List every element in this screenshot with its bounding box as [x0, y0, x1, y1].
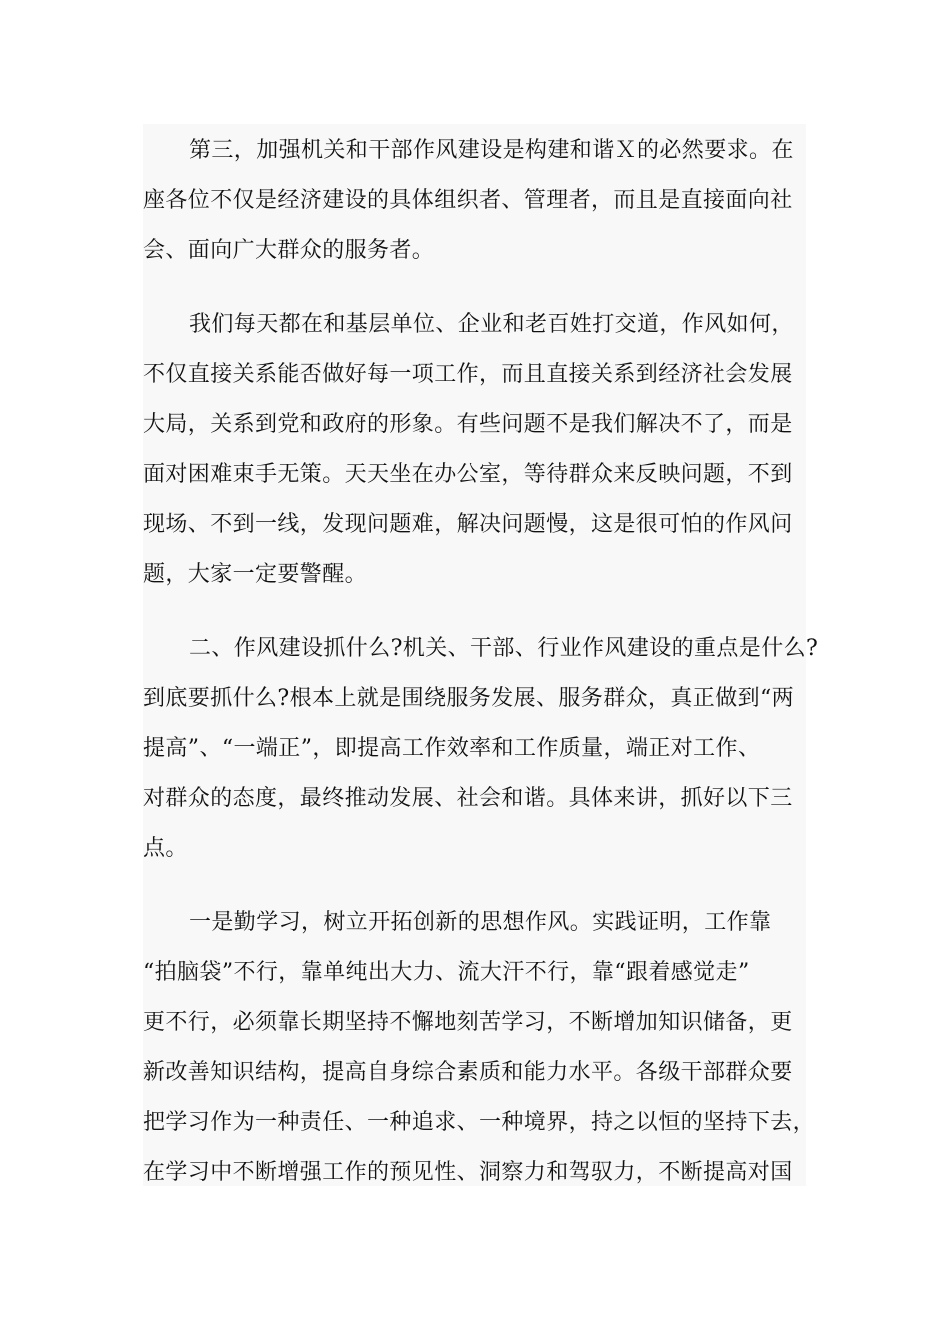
- text-line: 对群众的态度，最终推动发展、社会和谐。具体来讲，抓好以下三: [143, 786, 793, 811]
- text-line: 会、面向广大群众的服务者。: [143, 238, 435, 263]
- document-text-block: [143, 124, 819, 1186]
- text-line: 在学习中不断增强工作的预见性、洞察力和驾驭力，不断提高对国: [143, 1160, 793, 1185]
- text-line: 现场、不到一线，发现问题难，解决问题慢，这是很可怕的作风问: [143, 512, 793, 537]
- text-line: 题，大家一定要警醒。: [143, 562, 368, 587]
- text-line: 更不行，必须靠长期坚持不懈地刻苦学习，不断增加知识储备，更: [143, 1010, 793, 1035]
- paragraph-2: [143, 300, 815, 600]
- text-line: 我们每天都在和基层单位、企业和老百姓打交道，作风如何，: [189, 312, 794, 337]
- text-line: 点。: [143, 836, 188, 861]
- text-line: 到底要抓什么?根本上就是围绕服务发展、服务群众，真正做到“两: [143, 686, 795, 711]
- paragraph-1: [143, 126, 815, 276]
- text-line: 新改善知识结构，提高自身综合素质和能力水平。各级干部群众要: [143, 1060, 793, 1085]
- paragraph-4: [143, 898, 815, 1198]
- text-line: 面对困难束手无策。天天坐在办公室，等待群众来反映问题，不到: [143, 462, 793, 487]
- text-line: “拍脑袋”不行，靠单纯出大力、流大汗不行，靠“跟着感觉走”: [143, 960, 750, 985]
- text-line: 提高”、“一端正”，即提高工作效率和工作质量，端正对工作、: [143, 736, 761, 761]
- text-line: 大局，关系到党和政府的形象。有些问题不是我们解决不了，而是: [143, 412, 793, 437]
- text-line: 把学习作为一种责任、一种追求、一种境界，持之以恒的坚持下去，: [143, 1110, 816, 1135]
- paragraph-3: [143, 624, 819, 874]
- text-line: 不仅直接关系能否做好每一项工作，而且直接关系到经济社会发展: [143, 362, 793, 387]
- text-line: 第三，加强机关和干部作风建设是构建和谐Ｘ的必然要求。在: [189, 138, 794, 163]
- text-line: 二、作风建设抓什么?机关、干部、行业作风建设的重点是什么?: [189, 636, 819, 661]
- text-line: 座各位不仅是经济建设的具体组织者、管理者，而且是直接面向社: [143, 188, 793, 213]
- text-line: 一是勤学习，树立开拓创新的思想作风。实践证明，工作靠: [189, 910, 772, 935]
